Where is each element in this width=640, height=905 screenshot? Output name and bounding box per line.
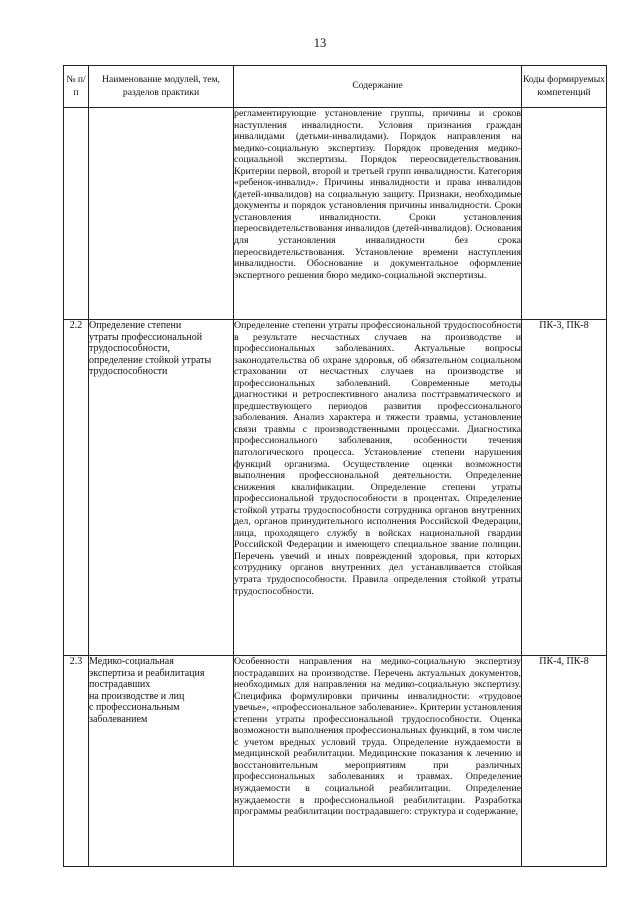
module-name-line: утраты профессиональной: [89, 331, 203, 343]
module-name: [89, 320, 234, 656]
module-name-line: пострадавших: [89, 679, 151, 691]
content-cell: Особенности направления на медико-социальную экспертизу пострадавших на производстве. Перечень актуальных документов, необходимых для направления на медико-социальную экспертизу. Специфика формулировки причины инвалидности: «трудовое увечье», «профессиональное заболевание». Критерии установления степени утраты профессиональной трудоспособности. Оценка возможности выполнения профессиональных функций, в том числе с учетом вредных условий труда. Определение нуждаемости в медицинской реабилитации. Медицинские показания к лечению и восстановительным мероприятиям при различных профессиональных заболеваниях и травмах. Определение нуждаемости в социальной реабилитации. Определение нуждаемости в профессиональной реабилитации. Разработка программы реабилитации пострадавшего: структура и содержание,: [234, 656, 522, 867]
competency-codes: ПК-3, ПК-8: [522, 320, 607, 656]
table-row: [64, 656, 607, 867]
header-module: Наименование модулей, тем, разделов практики: [89, 66, 234, 108]
module-name-line: Определение степени: [89, 320, 182, 331]
table-row: [64, 320, 607, 656]
row-number: [64, 108, 89, 320]
row-number: 2.2: [64, 320, 89, 656]
competency-codes: [522, 108, 607, 320]
module-name-line: с профессиональным: [89, 702, 180, 714]
table-header-row: [64, 66, 607, 108]
row-number: 2.3: [64, 656, 89, 867]
content-cell: Определение степени утраты профессиональной трудоспособности в результате несчастных случаев на производстве и профессиональных заболеваниях. Актуальные вопросы законодательства об охране здоровья, об обязательном социальном страховании от несчастных случаев на производстве и профессиональных заболеваний. Современные методы диагностики и ретроспективного анализа посттравматического и предшествующего периодов развития профессионального заболевания. Анализ характера и тяжести травмы, установление связи травмы с производственными процессами. Диагностика профессионального заболевания, особенности течения патологического процесса. Установление степени нарушения функций организма. Осуществление оценки возможности выполнения профессиональной деятельности. Определение снижения квалификации. Определение степени утраты профессиональной трудоспособности в процентах. Определение стойкой утраты трудоспособности сотрудника органов внутренних дел, органов принудительного исполнения Российской Федерации, лица, проходящего службу в войсках национальной гвардии Российской Федерации и имеющего специальное звание полиции. Перечень увечий и иных повреждений здоровья, при которых сотруднику органов внутренних дел устанавливается стойкая утрата трудоспособности. Правила определения стойкой утраты трудоспособности.: [234, 320, 522, 656]
header-codes: Коды формируемых компетенций: [522, 66, 607, 108]
curriculum-table: [63, 65, 607, 867]
table-row: [64, 108, 607, 320]
header-content: Содержание: [234, 66, 522, 108]
module-name-line: экспертиза и реабилитация: [89, 667, 205, 679]
module-name-line: на производстве и лиц: [89, 690, 185, 702]
module-name: [89, 108, 234, 320]
competency-codes: ПК-4, ПК-8: [522, 656, 607, 867]
module-name-line: Медико-социальная: [89, 656, 174, 667]
module-name: [89, 656, 234, 867]
module-name-line: определение стойкой утраты: [89, 354, 212, 366]
page-number: 13: [313, 36, 327, 50]
module-name-line: трудоспособности,: [89, 343, 170, 355]
module-name-line: заболеванием: [89, 713, 148, 725]
content-cell: регламентирующие установление группы, причины и сроков наступления инвалидности. Условия признания граждан инвалидами (детьми-инвалидами). Порядок направления на медико-социальную экспертизу. Порядок проведения медико-социальной экспертизы. Порядок переосвидетельствования. Критерии первой, второй и третьей групп инвалидности. Категория «ребенок-инвалид». Причины инвалидности и права инвалидов (детей-инвалидов) на социальную защиту. Признаки, необходимые документы и порядок установления причины инвалидности. Сроки установления инвалидности. Сроки установления переосвидетельствования инвалидов (детей-инвалидов). Основания для установления инвалидности без срока переосвидетельствования. Установление времени наступления инвалидности. Обоснование и документальное оформление экспертного решения бюро медико-социальной экспертизы.: [234, 108, 522, 320]
header-num: № п/п: [64, 66, 89, 108]
module-name-line: трудоспособности: [89, 366, 168, 378]
